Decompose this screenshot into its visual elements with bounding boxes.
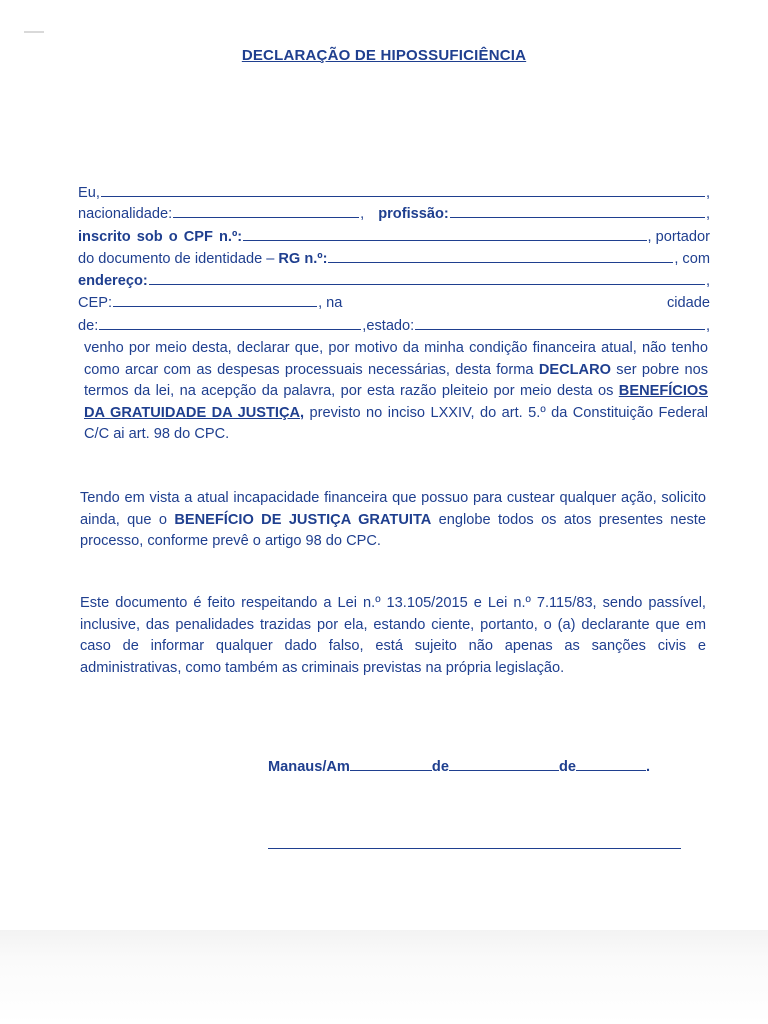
paragraph-text: previsto no inciso LXXIV, do art. 5.º da Constituição Federal C/C ai art. 98 do CPC. (84, 404, 708, 442)
paragraph-text: venho por meio desta, declarar que, por motivo da minha condição financeira atual, não tenho como arcar com as despesas processuais necessárias, desta forma (84, 340, 708, 378)
declaro-emphasis: DECLARO (538, 361, 611, 378)
year-blank[interactable] (576, 756, 646, 771)
nacionalidade-label: nacionalidade: (78, 206, 173, 222)
rg-blank[interactable] (328, 247, 673, 263)
form-line-rg (78, 247, 710, 269)
cidade-blank[interactable] (99, 314, 361, 330)
form-line-city-state (78, 314, 710, 336)
de-label: de: (78, 318, 99, 334)
rg-label: RG n.º: (278, 251, 328, 267)
form-line-name (78, 181, 710, 203)
paragraph-request (80, 488, 706, 553)
document-title: DECLARAÇÃO DE HIPOSSUFICIÊNCIA (241, 47, 527, 64)
form-line-address (78, 269, 710, 291)
na-text: , na (318, 295, 343, 311)
date-line (268, 756, 650, 775)
date-end: . (645, 759, 651, 775)
de-label: de (431, 759, 449, 775)
separator: , (705, 206, 710, 222)
endereco-blank[interactable] (149, 269, 705, 285)
endereco-label: endereço: (78, 273, 148, 289)
paragraph-declaration (84, 338, 708, 446)
beneficios-emphasis: BENEFÍCIOS DA GRATUIDADE DA JUSTIÇA, (84, 383, 708, 421)
separator: , (705, 318, 710, 334)
beneficio-emphasis: BENEFÍCIO DE JUSTIÇA GRATUITA (174, 511, 432, 528)
paragraph-text: ser pobre nos termos da lei, na acepção da palavra, por esta razão pleiteio por meio desta os (84, 361, 709, 399)
estado-blank[interactable] (415, 314, 705, 330)
signature-line[interactable] (268, 848, 681, 849)
form-line-nationality (78, 202, 710, 224)
cpf-label: inscrito sob o CPF n.º: (78, 229, 243, 245)
name-blank[interactable] (101, 181, 705, 197)
separator: , (705, 273, 710, 289)
form-line-cpf (78, 225, 710, 247)
month-blank[interactable] (449, 756, 559, 771)
form-line-cep (78, 291, 710, 313)
cidade-text: cidade (666, 295, 710, 311)
profissao-label: profissão: (378, 206, 449, 222)
separator: , (360, 206, 365, 222)
cpf-blank[interactable] (243, 225, 646, 241)
de-label: de (558, 759, 576, 775)
day-blank[interactable] (350, 756, 432, 771)
scan-mark (24, 31, 44, 33)
eu-label: Eu, (78, 185, 100, 201)
cep-label: CEP: (78, 295, 113, 311)
scan-bottom-shadow (0, 930, 768, 1024)
nacionalidade-blank[interactable] (173, 202, 359, 218)
cep-blank[interactable] (113, 291, 317, 307)
paragraph-legal-notice: Este documento é feito respeitando a Lei n.º 13.105/2015 e Lei n.º 7.115/83, sendo passível, inclusive, das penalidades trazidas por ela, estando ciente, portanto, o (a) declarante que em caso de informar qualquer dado falso, está sujeito não apenas as sanções civis e administrativas, como também as criminais previstas na própria legislação. (80, 595, 706, 676)
place-label: Manaus/Am (268, 759, 350, 775)
doc-label: do documento de identidade – (78, 251, 275, 267)
paragraph-text: englobe todos os atos presentes neste processo, conforme prevê o artigo 98 do CPC. (80, 511, 706, 549)
separator: , (705, 185, 710, 201)
estado-label: ,estado: (362, 318, 415, 334)
paragraph-text: Tendo em vista a atual incapacidade financeira que possuo para custear qualquer ação, solicito ainda, que o (80, 490, 706, 528)
com-text: , com (674, 251, 710, 267)
portador-text: , portador (647, 229, 710, 245)
profissao-blank[interactable] (450, 202, 705, 218)
